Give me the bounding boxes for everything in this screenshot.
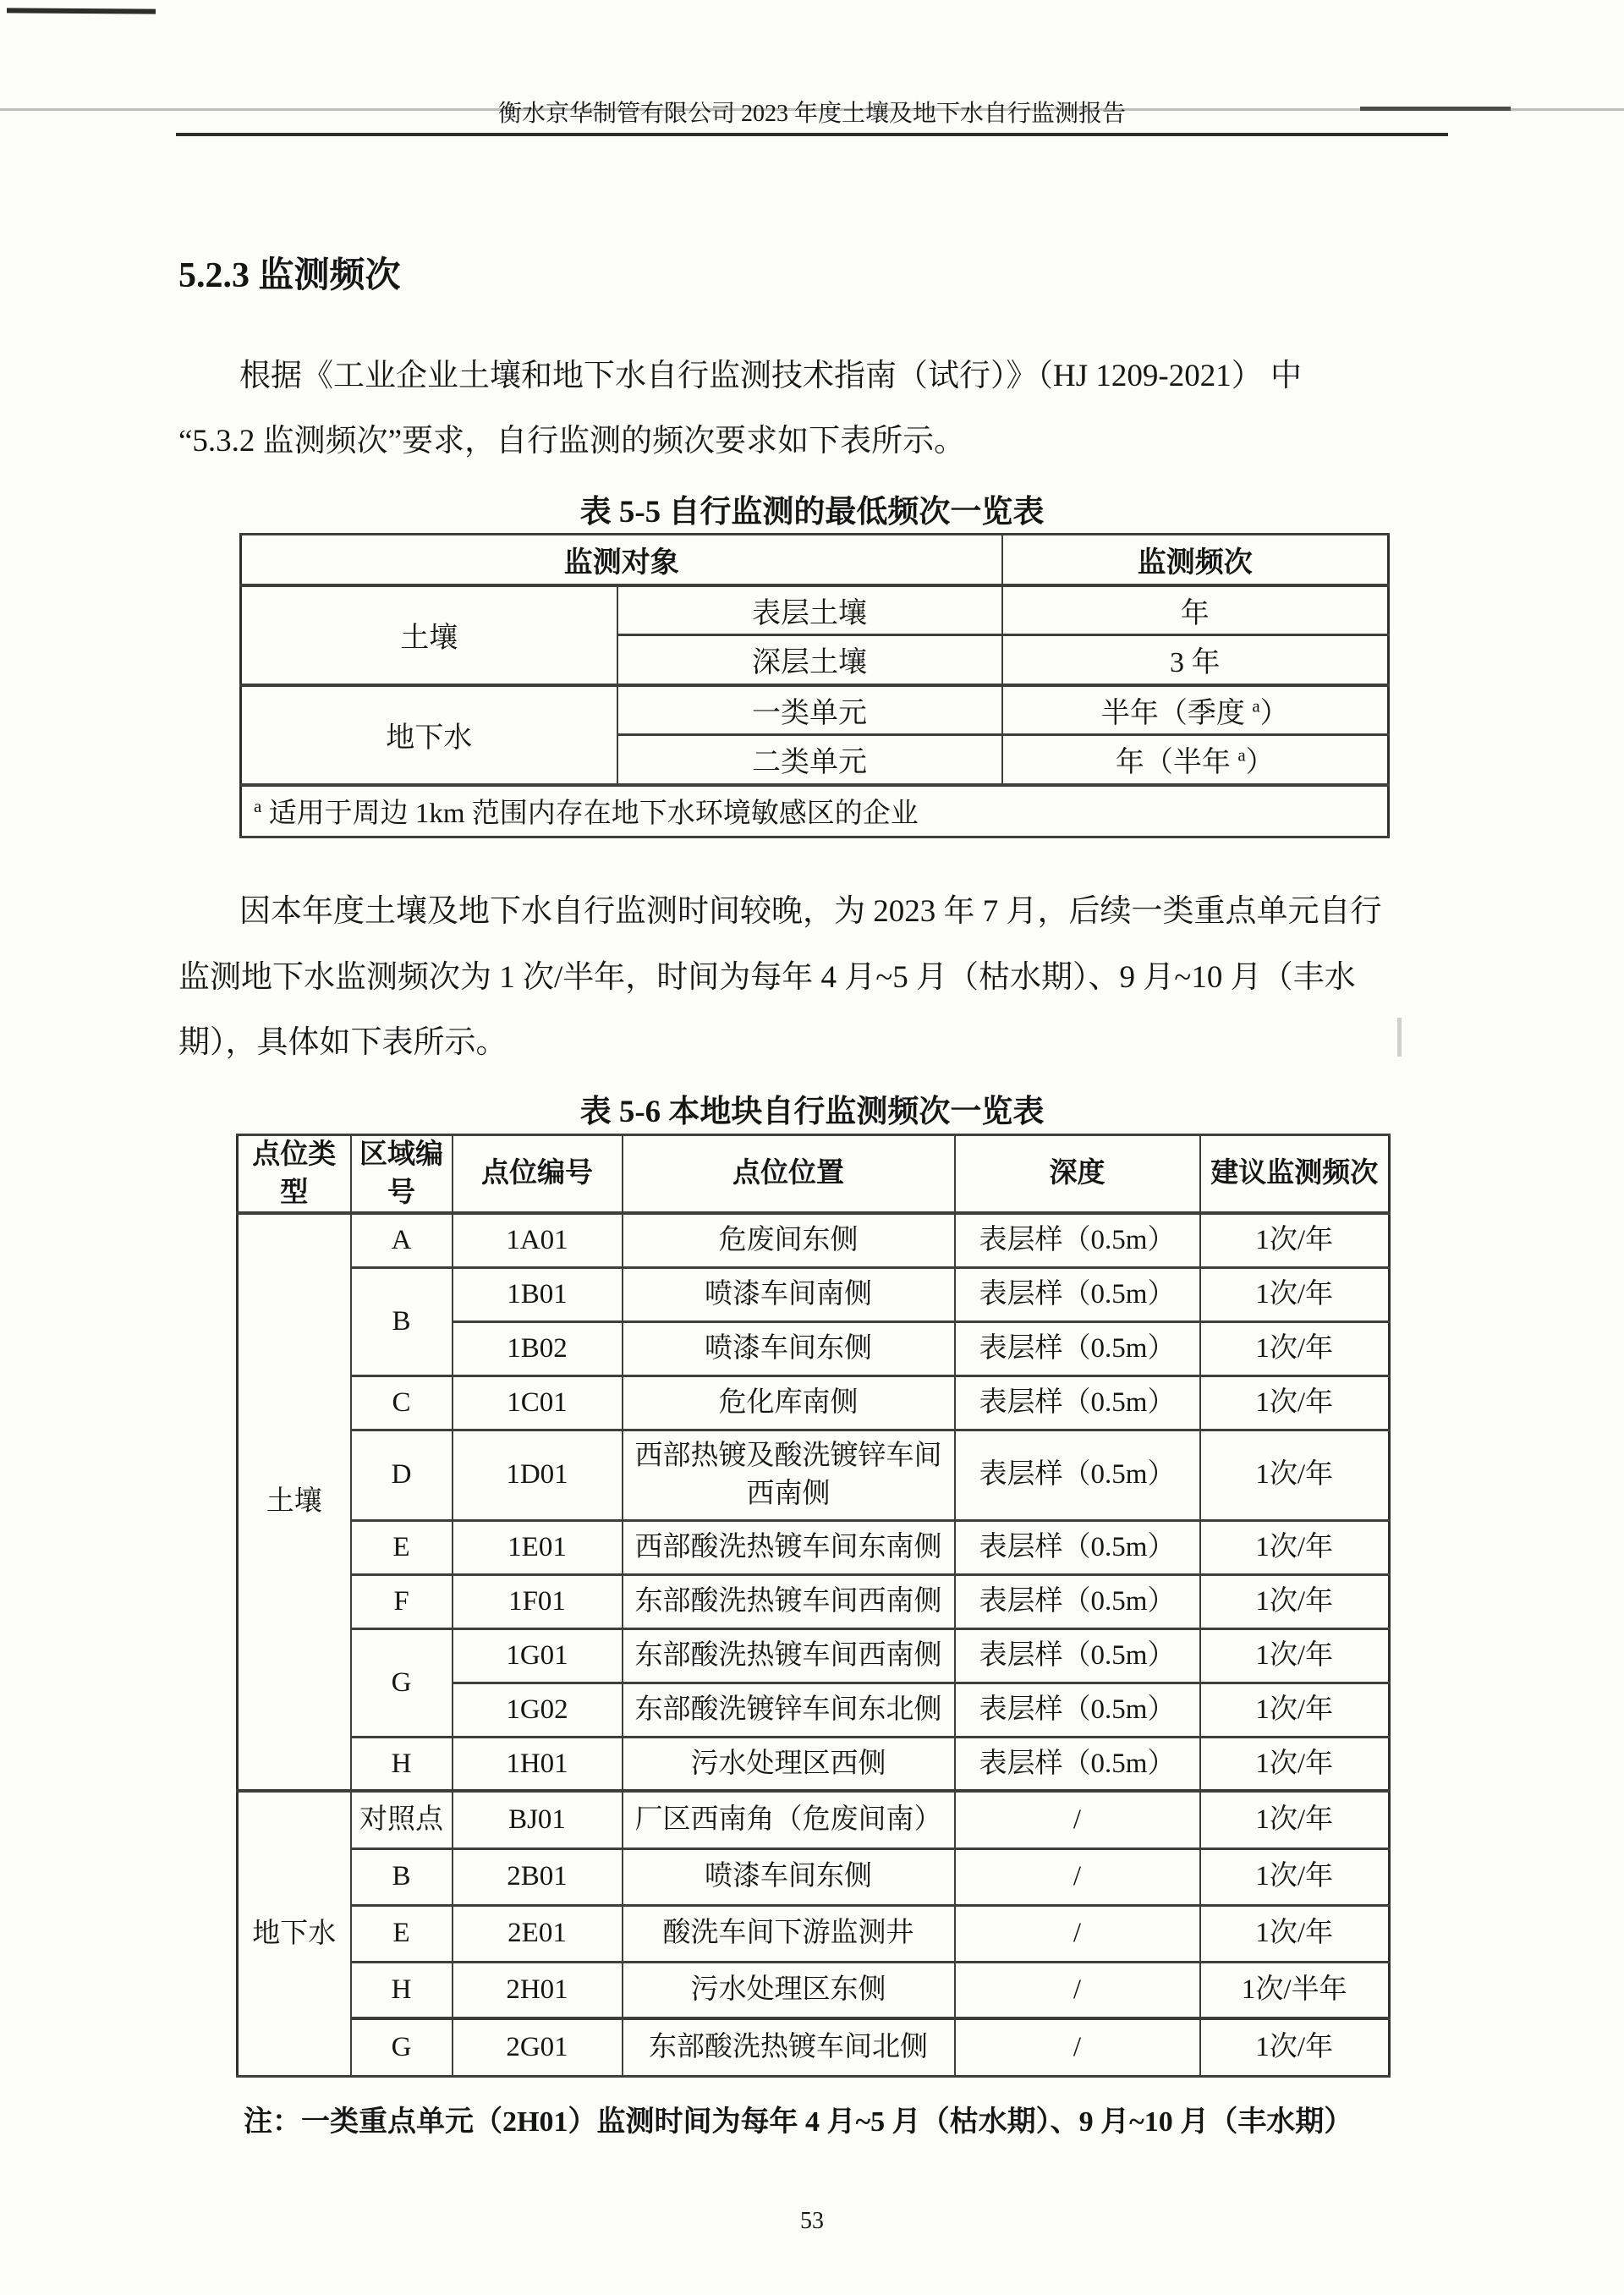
t55-gw-unit1: 一类单元 (617, 685, 1002, 735)
t56-freq: 1次/年 (1200, 1628, 1390, 1683)
t55-soil-deep: 深层土壤 (617, 635, 1002, 685)
t56-zone: G (351, 1628, 453, 1737)
t56-freq: 1次/年 (1200, 2018, 1390, 2076)
t56-location: 喷漆车间东侧 (623, 1848, 955, 1905)
t56-zone: H (351, 1962, 453, 2018)
table-row (238, 1791, 1390, 1848)
t56-depth: / (955, 1905, 1200, 1962)
t55-header-object: 监测对象 (241, 535, 1002, 585)
t56-freq: 1次/年 (1200, 1905, 1390, 1962)
t56-location: 危化库南侧 (623, 1375, 955, 1430)
table-row (238, 2018, 1390, 2076)
table-row (238, 1520, 1390, 1574)
t56-location: 酸洗车间下游监测井 (623, 1905, 955, 1962)
t56-zone: C (351, 1375, 453, 1430)
t56-point: 1F01 (453, 1574, 623, 1628)
t55-soil-deep-freq: 3 年 (1002, 635, 1389, 685)
t55-soil-surface: 表层土壤 (617, 585, 1002, 635)
t56-zone: E (351, 1905, 453, 1962)
t56-zone: 对照点 (351, 1791, 453, 1848)
table-row (238, 1267, 1390, 1321)
t56-location: 污水处理区西侧 (623, 1737, 955, 1791)
t56-point: 1D01 (453, 1430, 623, 1520)
t56-depth: / (955, 1962, 1200, 2018)
t56-location: 东部酸洗热镀车间西南侧 (623, 1628, 955, 1683)
t55-footnote-text: 适用于周边 1km 范围内存在地下水环境敏感区的企业 (261, 799, 919, 830)
t55-gw-unit2-freq-sup: a (1237, 744, 1246, 766)
table-row (238, 1905, 1390, 1962)
t55-header-freq: 监测频次 (1002, 535, 1389, 585)
t56-header-type: 点位类型 (238, 1135, 351, 1214)
table-row (238, 1213, 1390, 1267)
table-row (238, 1574, 1390, 1628)
t56-location: 东部酸洗热镀车间北侧 (623, 2018, 955, 2076)
t56-location: 喷漆车间东侧 (623, 1321, 955, 1375)
t56-header-location: 点位位置 (623, 1135, 955, 1214)
t56-location: 污水处理区东侧 (623, 1962, 955, 2018)
t56-header-point: 点位编号 (453, 1135, 623, 1214)
t56-point: 1G01 (453, 1628, 623, 1683)
t56-point: 1E01 (453, 1520, 623, 1574)
t55-soil-label: 土壤 (241, 585, 617, 685)
t56-freq: 1次/年 (1200, 1375, 1390, 1430)
t56-depth: 表层样（0.5m） (955, 1520, 1200, 1574)
t56-zone: A (351, 1213, 453, 1267)
t56-zone: H (351, 1737, 453, 1791)
t56-freq: 1次/年 (1200, 1520, 1390, 1574)
t56-zone: G (351, 2018, 453, 2076)
t55-gw-unit2: 二类单元 (617, 735, 1002, 785)
t56-freq: 1次/年 (1200, 1848, 1390, 1905)
table-5-5-caption: 表 5-5 自行监测的最低频次一览表 (579, 495, 1045, 530)
t55-gw-unit2-freq (1002, 735, 1389, 785)
t55-gw-unit1-freq (1002, 685, 1389, 735)
t56-point: 1H01 (453, 1737, 623, 1791)
t56-point: 2G01 (453, 2018, 623, 2076)
t56-soil-label: 土壤 (238, 1213, 351, 1791)
t56-freq: 1次/年 (1200, 1683, 1390, 1737)
t56-point: 1G02 (453, 1683, 623, 1737)
t56-header-zone: 区域编号 (351, 1135, 453, 1214)
t56-freq: 1次/年 (1200, 1321, 1390, 1375)
t56-point: 1B01 (453, 1267, 623, 1321)
page-number: 53 (800, 2208, 824, 2234)
t56-depth: 表层样（0.5m） (955, 1737, 1200, 1791)
table-row (238, 1962, 1390, 2018)
t56-point: 1C01 (453, 1375, 623, 1430)
table-row (238, 1430, 1390, 1520)
t56-header-depth: 深度 (955, 1135, 1200, 1214)
table-row (238, 1737, 1390, 1791)
t56-freq: 1次/半年 (1200, 1962, 1390, 2018)
t56-location: 西部酸洗热镀车间东南侧 (623, 1520, 955, 1574)
t56-location: 危废间东侧 (623, 1213, 955, 1267)
paragraph2-line1: 因本年度土壤及地下水自行监测时间较晚，为 2023 年 7 月，后续一类重点单元自行 (239, 894, 1382, 929)
t56-depth: / (955, 2018, 1200, 2076)
table-row (238, 1375, 1390, 1430)
t56-freq: 1次/年 (1200, 1737, 1390, 1791)
t56-depth: / (955, 1848, 1200, 1905)
table-row (238, 1848, 1390, 1905)
t56-point: 2H01 (453, 1962, 623, 2018)
t56-point: 1B02 (453, 1321, 623, 1375)
paragraph1-line1: 根据《工业企业土壤和地下水自行监测技术指南（试行）》（HJ 1209-2021） 中 (239, 359, 1302, 393)
t55-soil-surface-freq: 年 (1002, 585, 1389, 635)
header-rule-main (176, 133, 1448, 136)
t56-gw-label: 地下水 (238, 1791, 351, 2076)
t55-footnote-sup: a (254, 796, 262, 817)
t56-depth: / (955, 1791, 1200, 1848)
t56-point: BJ01 (453, 1791, 623, 1848)
t55-footnote (241, 785, 1389, 837)
scan-artifact-margin-mark (1397, 1018, 1402, 1057)
table-5-6 (236, 1134, 1391, 2078)
t56-depth: 表层样（0.5m） (955, 1213, 1200, 1267)
table-5-5 (239, 533, 1390, 838)
running-header-title: 衡水京华制管有限公司 2023 年度土壤及地下水自行监测报告 (497, 101, 1126, 127)
paragraph2-line3: 期），具体如下表所示。 (178, 1025, 508, 1060)
section-heading: 5.2.3 监测频次 (178, 256, 401, 295)
t55-gw-label: 地下水 (241, 685, 617, 785)
t56-location: 东部酸洗热镀车间西南侧 (623, 1574, 955, 1628)
t56-zone: B (351, 1848, 453, 1905)
t56-depth: 表层样（0.5m） (955, 1574, 1200, 1628)
t56-zone: F (351, 1574, 453, 1628)
t56-depth: 表层样（0.5m） (955, 1267, 1200, 1321)
t56-freq: 1次/年 (1200, 1213, 1390, 1267)
table-note: 注：一类重点单元（2H01）监测时间为每年 4 月~5 月（枯水期）、9 月~10 月（丰水期） (244, 2106, 1353, 2138)
t56-location: 西部热镀及酸洗镀锌车间西南侧 (623, 1430, 955, 1520)
t56-freq: 1次/年 (1200, 1574, 1390, 1628)
paragraph1-line2: “5.3.2 监测频次”要求，自行监测的频次要求如下表所示。 (178, 424, 966, 458)
t55-gw-unit2-freq-main: 年（半年 (1115, 747, 1238, 779)
t55-gw-unit1-freq-main: 半年（季度 (1100, 697, 1253, 729)
t56-depth: 表层样（0.5m） (955, 1430, 1200, 1520)
t55-gw-unit2-freq-tail: ） (1245, 747, 1275, 779)
t56-depth: 表层样（0.5m） (955, 1321, 1200, 1375)
t56-zone: D (351, 1430, 453, 1520)
t56-point: 2B01 (453, 1848, 623, 1905)
t56-freq: 1次/年 (1200, 1267, 1390, 1321)
t56-depth: 表层样（0.5m） (955, 1628, 1200, 1683)
t56-point: 1A01 (453, 1213, 623, 1267)
t56-location: 喷漆车间南侧 (623, 1267, 955, 1321)
t56-point: 2E01 (453, 1905, 623, 1962)
t56-location: 厂区西南角（危废间南） (623, 1791, 955, 1848)
t56-freq: 1次/年 (1200, 1791, 1390, 1848)
t56-zone: E (351, 1520, 453, 1574)
t55-gw-unit1-freq-sup: a (1252, 695, 1260, 717)
table-5-6-caption: 表 5-6 本地块自行监测频次一览表 (579, 1095, 1045, 1129)
t56-depth: 表层样（0.5m） (955, 1375, 1200, 1430)
table-row (238, 1628, 1390, 1683)
scan-artifact-line (7, 8, 156, 14)
t56-header-freq: 建议监测频次 (1200, 1135, 1390, 1214)
t56-depth: 表层样（0.5m） (955, 1683, 1200, 1737)
t56-location: 东部酸洗镀锌车间东北侧 (623, 1683, 955, 1737)
t56-freq: 1次/年 (1200, 1430, 1390, 1520)
paragraph2-line2: 监测地下水监测频次为 1 次/半年，时间为每年 4 月~5 月（枯水期）、9 月~10 月（丰水 (178, 960, 1356, 995)
t55-gw-unit1-freq-tail: ） (1259, 697, 1289, 729)
t56-zone: B (351, 1267, 453, 1375)
